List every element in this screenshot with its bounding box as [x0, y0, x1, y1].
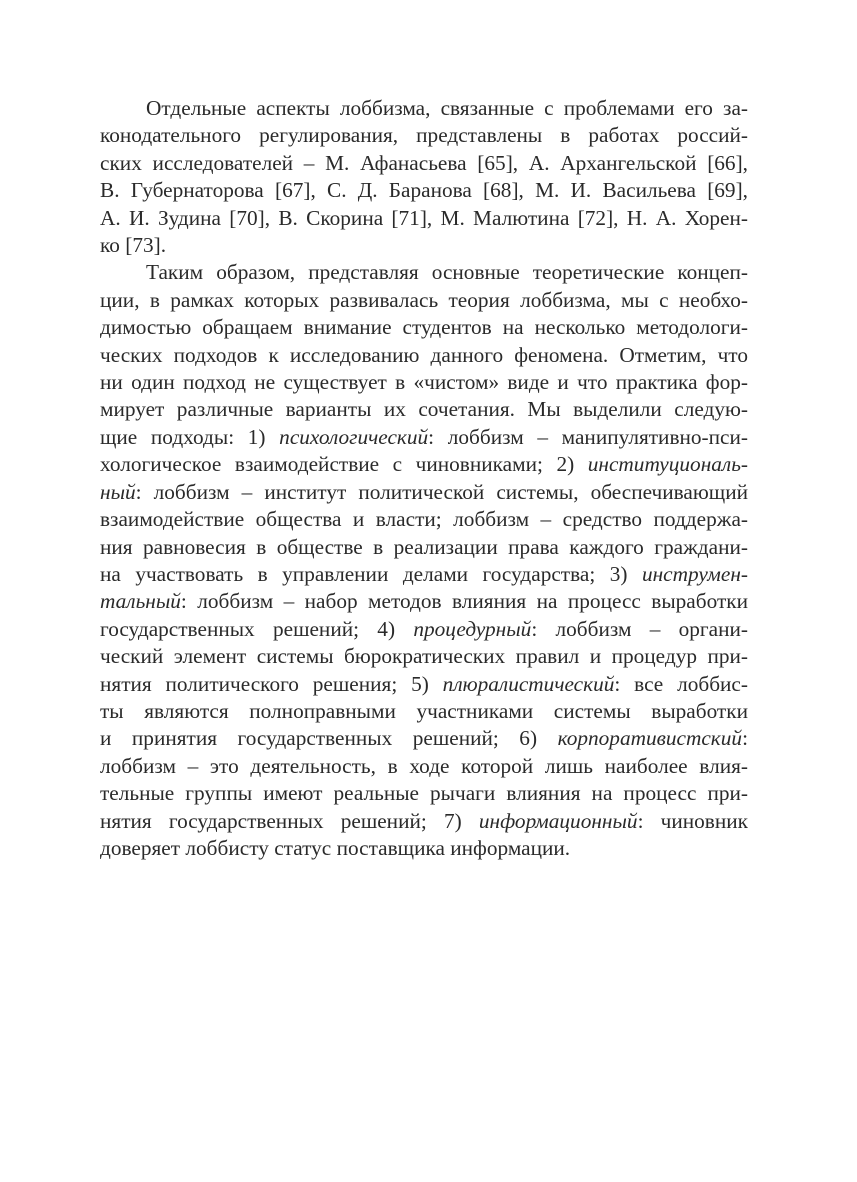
- text-line: [100, 561, 748, 588]
- text-line: ни один подход не существует в «чистом» виде и что практика фор-: [100, 370, 748, 395]
- document-page: [100, 95, 748, 862]
- text-line: [100, 424, 748, 451]
- term-instrumental: инструмен-: [641, 561, 748, 586]
- text-run: на участвовать в управлении делами государства; 3): [100, 561, 642, 586]
- text-line: ческих подходов к исследованию данного феномена. Отметим, что: [100, 342, 748, 367]
- paragraph-1: [100, 95, 748, 259]
- text-line: ты являются полноправными участниками системы выработки: [100, 698, 748, 723]
- term-institutional: институциональ-: [587, 452, 748, 477]
- text-line: ции, в рамках которых развивалась теория лоббизма, мы с необхо-: [100, 287, 748, 312]
- term-informational: информационный: [478, 808, 638, 833]
- text-run: нятия политического решения; 5): [100, 671, 443, 696]
- text-run: : лоббизм – органи-: [531, 616, 748, 641]
- text-line: доверяет лоббисту статус поставщика информации.: [100, 835, 571, 860]
- text-run: : лоббизм – манипулятивно-пси-: [428, 424, 748, 449]
- text-run: щие подходы: 1): [100, 424, 280, 449]
- paragraph-2: [100, 259, 748, 862]
- text-line: [100, 808, 748, 835]
- text-run: : лоббизм – институт политической системы, обеспечивающий: [135, 479, 748, 504]
- text-line: [100, 451, 748, 478]
- text-run: : все лоббис-: [614, 671, 748, 696]
- term-corporatist: корпоративистский: [557, 726, 743, 751]
- text-line: Таким образом, представляя основные теоретические концеп-: [146, 260, 748, 285]
- text-line: Отдельные аспекты лоббизма, связанные с проблемами его за-: [146, 96, 748, 120]
- text-run: :: [742, 726, 748, 751]
- text-line: [100, 588, 748, 615]
- text-run: хологическое взаимодействие с чиновниками; 2): [100, 452, 588, 477]
- text-line: [100, 616, 748, 643]
- text-line: лоббизм – это деятельность, в ходе которой лишь наиболее влия-: [100, 753, 748, 778]
- text-line: димостью обращаем внимание студентов на несколько методологи-: [100, 315, 748, 340]
- text-line: ния равновесия в обществе в реализации права каждого граждани-: [100, 534, 748, 559]
- text-run: государственных решений; 4): [100, 616, 414, 641]
- term-pluralistic: плюралистический: [442, 671, 615, 696]
- text-line: [100, 725, 748, 752]
- text-line: В. Губернаторова [67], С. Д. Баранова [68], М. И. Васильева [69],: [100, 178, 748, 203]
- text-line: [100, 479, 748, 506]
- term-institutional-end: ный: [100, 479, 136, 504]
- text-line: тельные группы имеют реальные рычаги влияния на процесс при-: [100, 781, 748, 806]
- text-line: А. И. Зудина [70], В. Скорина [71], М. Малютина [72], Н. А. Хорен-: [100, 205, 748, 230]
- text-run: нятия государственных решений; 7): [100, 808, 479, 833]
- term-psychological: психологический: [279, 424, 429, 449]
- text-line: мирует различные варианты их сочетания. Мы выделили следую-: [100, 397, 748, 422]
- text-line: ко [73].: [100, 233, 167, 258]
- text-line: [100, 671, 748, 698]
- text-run: : чиновник: [637, 808, 748, 833]
- text-line: ческий элемент системы бюрократических правил и процедур при-: [100, 644, 748, 669]
- text-line: конодательного регулирования, представлены в работах россий-: [100, 123, 748, 148]
- text-line: ских исследователей – М. Афанасьева [65], А. Архангельской [66],: [100, 150, 748, 175]
- term-instrumental-end: тальный: [100, 589, 181, 614]
- text-run: : лоббизм – набор методов влияния на процесс выработки: [180, 589, 748, 614]
- term-procedural: процедурный: [413, 616, 532, 641]
- text-line: взаимодействие общества и власти; лоббизм – средство поддержа-: [100, 507, 748, 532]
- text-run: и принятия государственных решений; 6): [100, 726, 558, 751]
